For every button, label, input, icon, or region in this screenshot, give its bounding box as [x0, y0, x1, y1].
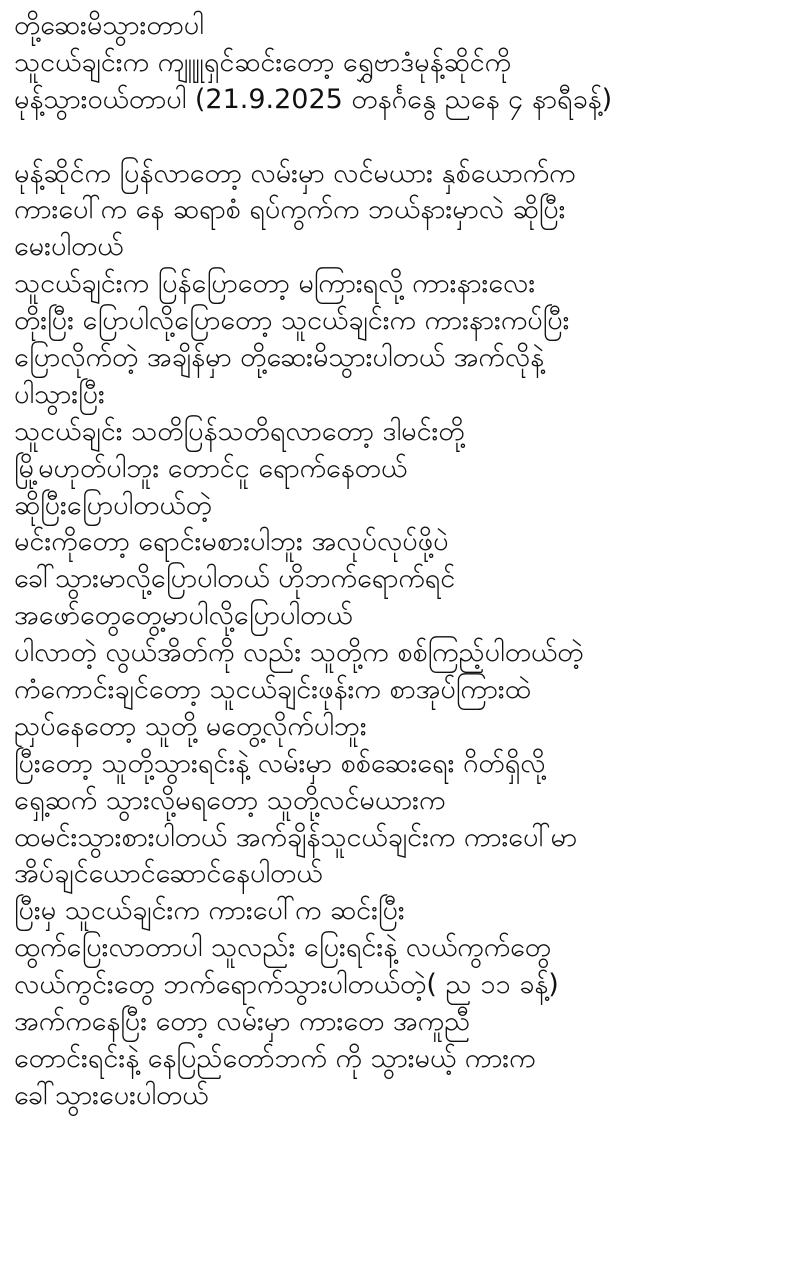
- post-text-line: ပြောလိုက်တဲ့ အချိန်မှာ တို့ဆေးမိသွားပါတယ် အက်လိုနဲ့: [14, 342, 545, 374]
- post-text-line: မုန့်သွားဝယ်တာပါ (21.9.2025 တနင်္ဂနွေ ညနေ ၄ နာရီခန့်): [14, 83, 613, 115]
- post-text-line: တောင်းရင်းနဲ့ နေပြည်တော်ဘက် ကို သွားမယ့် ကားက: [14, 1042, 536, 1074]
- post-text-line: ပြီးတော့ သူတို့သွားရင်းနဲ့ လမ်းမှာ စစ်ဆေးရေး ဂိတ်ရှိလို့: [14, 747, 546, 779]
- post-text-line: ကံကောင်းချင်တော့ သူငယ်ချင်းဖုန်းက စာအုပ်ကြားထဲ: [14, 674, 531, 706]
- post-text-line: မေးပါတယ်: [14, 231, 124, 263]
- post-text-line: အိပ်ချင်ယောင်ဆောင်နေပါတယ်: [14, 858, 323, 890]
- post-text-line: သူငယ်ချင်းက ပြန်ပြောတော့ မကြားရလို့ ကားနားလေး: [14, 268, 536, 300]
- post-text-line: တိုးပြီး ပြောပါလို့ပြောတော့ သူငယ်ချင်းက ကားနားကပ်ပြီး: [14, 305, 570, 337]
- post-text-line: အဖော်တွေတွေ့မာပါလို့ပြောပါတယ်: [14, 600, 353, 632]
- post-text-line: ထွက်ပြေးလာတာပါ သူလည်း ပြေးရင်းနဲ့ လယ်ကွက်တွေ: [14, 932, 552, 964]
- post-text-line: ခေါ်သွားပေးပါတယ်: [14, 1079, 209, 1111]
- post-text-line: ပါသွားပြီး: [14, 378, 105, 410]
- post-text-line: လယ်ကွင်းတွေ ဘက်ရောက်သွားပါတယ်တဲ့( ည ၁၁ ခန့်): [14, 969, 559, 1001]
- post-text-line: ကားပေါ်က နေ ဆရာစံ ရပ်ကွက်က ဘယ်နားမှာလဲ ဆိုပြီး: [14, 194, 566, 226]
- post-text-line: သူငယ်ချင်း သတိပြန်သတိရလာတော့ ဒါမင်းတို့: [14, 415, 465, 447]
- post-text-line: တို့ဆေးမိသွားတာပါ: [14, 10, 204, 41]
- post-text-line: မင်းကိုတော့ ရောင်းမစားပါဘူး အလုပ်လုပ်ဖို့ပဲ: [14, 526, 449, 558]
- post-text-line: မြို့မဟုတ်ပါဘူး တောင်ငူ ရောက်နေတယ်: [14, 452, 408, 484]
- post-text-line: အက်ကနေပြီး တော့ လမ်းမှာ ကားတေ အကူညီ: [14, 1006, 471, 1038]
- post-text-line: ပါလာတဲ့ လွယ်အိတ်ကို လည်း သူတို့က စစ်ကြည့်ပါတယ်တဲ့: [14, 637, 584, 669]
- post-text-line: ညှပ်နေတော့ သူတို့ မတွေ့လိုက်ပါဘူး: [14, 710, 367, 742]
- paragraph-gap: [14, 119, 784, 156]
- post-text-line: သူငယ်ချင်းက ကျူူရှင်ဆင်းတော့ ရွှေဗာဒံမုန့်ဆိုင်ကို: [14, 46, 512, 78]
- post-text-line: ဆိုပြီးပြောပါတယ်တဲ့: [14, 489, 212, 521]
- post-text-line: မုန့်ဆိုင်က ပြန်လာတော့ လမ်းမှာ လင်မယား နှစ်ယောက်က: [14, 157, 576, 189]
- post-text-line: ခေါ်သွားမာလို့ပြောပါတယ် ဟိုဘက်ရောက်ရင်: [14, 563, 456, 595]
- post-text-line: ပြီးမှ သူငယ်ချင်းက ကားပေါ်က ဆင်းပြီး: [14, 895, 405, 927]
- post-text-line: ရှေ့ဆက် သွားလို့မရတော့ သူတို့လင်မယားက: [14, 784, 446, 816]
- post-text-line: ထမင်းသွားစားပါတယ် အက်ချိန်သူငယ်ချင်းက ကားပေါ်မာ: [14, 821, 578, 853]
- post-body: [14, 8, 784, 1115]
